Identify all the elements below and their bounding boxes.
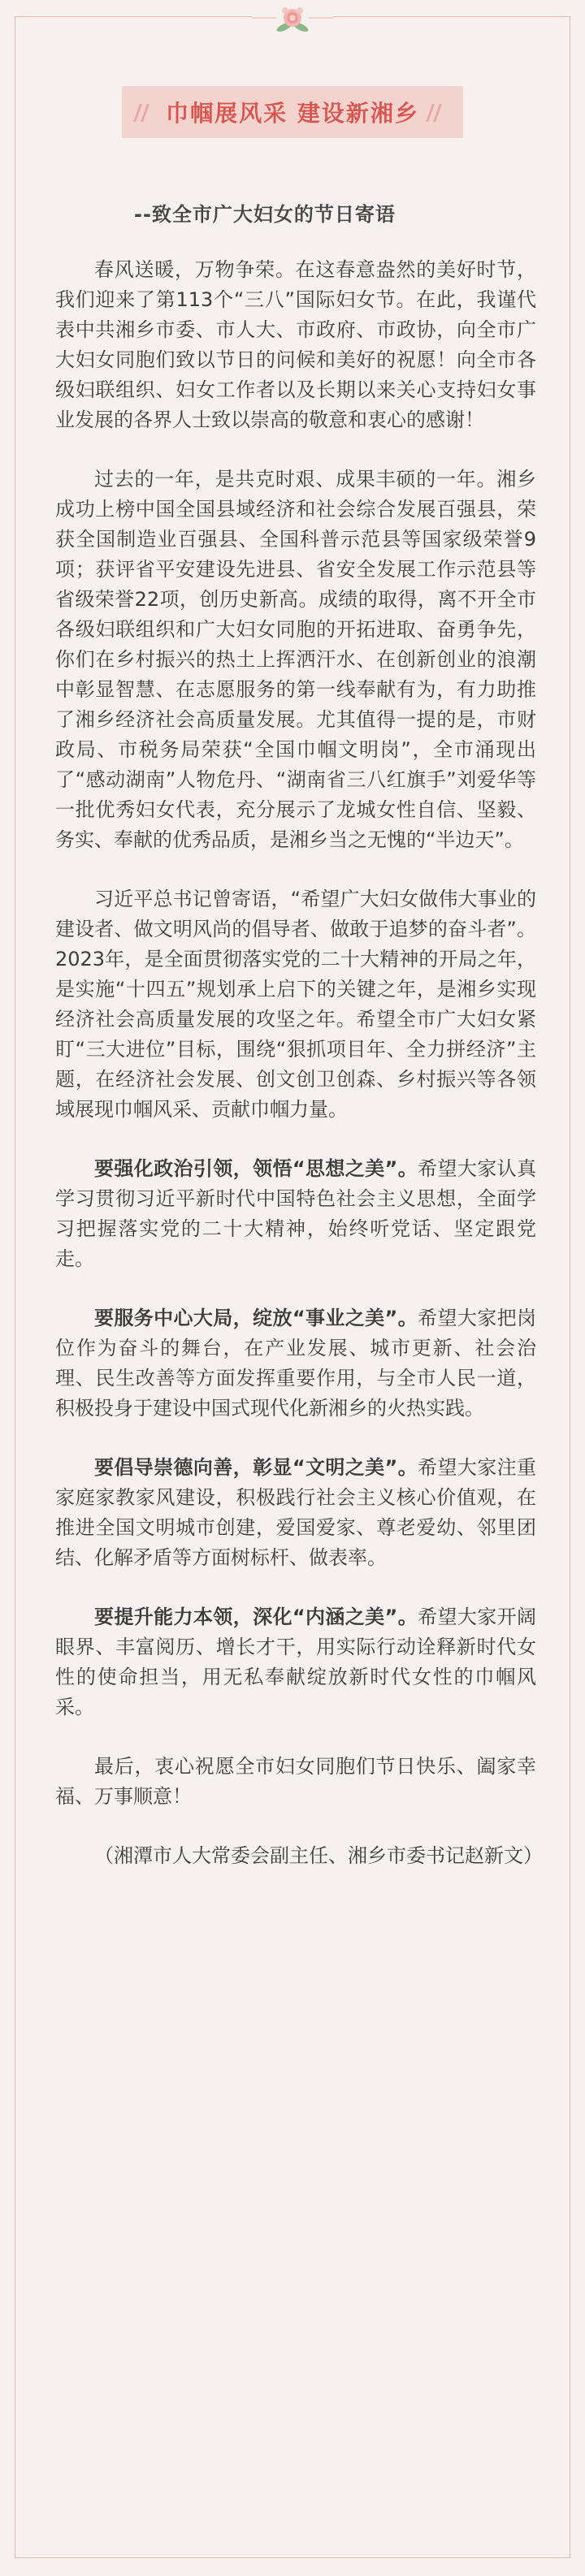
paragraph-expectation: 习近平总书记曾寄语，“希望广大妇女做伟大事业的建设者、做文明风尚的倡导者、做敢于追梦的奋斗者”。2023年，是全面贯彻落实党的二十大精神的开局之年，是实施“十四五”规划承上启下的关键之年，是湘乡实现经济社会高质量发展的攻坚之年。希望全市广大妇女紧盯“三大进位”目标，围绕“狠抓项目年、全力拼经济”主题，在经济社会发展、创文创卫创森、乡村振兴等各领域展现巾帼风采、贡献巾帼力量。 <box>55 888 536 1121</box>
paragraph-civility-beauty: 要倡导崇德向善，彰显“文明之美”。希望大家注重家庭家教家风建设，积极践行社会主义核心价值观，在推进全国文明城市创建，爱国爱家、尊老爱幼、邻里团结、化解矛盾等方面树标杆、做表率。 <box>55 1456 536 1569</box>
paragraph-lead: 要提升能力本领，深化“内涵之美”。 <box>94 1606 418 1628</box>
paragraph-inner-beauty: 要提升能力本领，深化“内涵之美”。希望大家开阔眼界、丰富阅历、增长才干，用实际行动诠释新时代女性的使命担当，用无私奉献绽放新时代女性的巾帼风采。 <box>55 1606 536 1718</box>
paragraph-thought-beauty: 要强化政治引领，领悟“思想之美”。希望大家认真学习贯彻习近平新时代中国特色社会主义思想，全面学习把握落实党的二十大精神，始终听党话、坚定跟党走。 <box>55 1157 536 1270</box>
paragraph-lead: 要服务中心大局，绽放“事业之美”。 <box>94 1307 418 1329</box>
paragraph-review: 过去的一年，是共克时艰、成果丰硕的一年。湘乡成功上榜中国全国县域经济和社会综合发展百强县，荣获全国制造业百强县、全国科普示范县等国家级荣誉9项；获评省平安建设先进县、省安全发展工作示范县等省级荣誉22项，创历史新高。成绩的取得，离不开全市各级妇联组织和广大妇女同胞的开拓进取、奋勇争先，你们在乡村振兴的热土上挥洒汗水、在创新创业的浪潮中彰显智慧、在志愿服务的第一线奉献有为，有力助推了湘乡经济社会高质量发展。尤其值得一提的是，市财政局、市税务局荣获“全国巾帼文明岗”，全市涌现出了“感动湖南”人物危丹、“湖南省三八红旗手”刘爱华等一批优秀妇女代表，充分展示了龙城女性自信、坚毅、务实、奉献的优秀品质，是湘乡当之无愧的“半边天”。 <box>55 468 536 851</box>
signature: （湘潭市人大常委会副主任、湘乡市委书记赵新文） <box>94 1844 543 1867</box>
flower-ornament <box>252 2 333 34</box>
paragraph-lead: 要强化政治引领，领悟“思想之美”。 <box>94 1157 418 1180</box>
title-decoration-right <box>429 104 448 122</box>
paragraph-closing: 最后，衷心祝愿全市妇女同胞们节日快乐、阖家幸福、万事顺意！ <box>55 1755 536 1808</box>
flower-icon <box>252 2 333 34</box>
paragraph-career-beauty: 要服务中心大局，绽放“事业之美”。希望大家把岗位作为奋斗的舞台，在产业发展、城市更新、社会治理、民生改善等方面发挥重要作用，与全市人民一道，积极投身于建设中国式现代化新湘乡的火热实践。 <box>55 1307 536 1420</box>
paragraph-intro: 春风送暖，万物争荣。在这春意盎然的美好时节，我们迎来了第113个“三八”国际妇女节。在此，我谨代表中共湘乡市委、市人大、市政府、市政协，向全市广大妇女同胞们致以节日的问候和美好的祝愿！向全市各级妇联组织、妇女工作者以及长期以来关心支持妇女事业发展的各界人士致以崇高的敬意和衷心的感谢！ <box>55 258 536 431</box>
title-banner <box>122 86 463 138</box>
page-title: 巾帼展风采 建设新湘乡 <box>166 100 419 127</box>
paragraph-lead: 要倡导崇德向善，彰显“文明之美”。 <box>94 1456 418 1479</box>
article-body <box>55 255 543 1871</box>
title-decoration-left <box>136 104 156 122</box>
page-subtitle: --致全市广大妇女的节日寄语 <box>134 203 396 226</box>
